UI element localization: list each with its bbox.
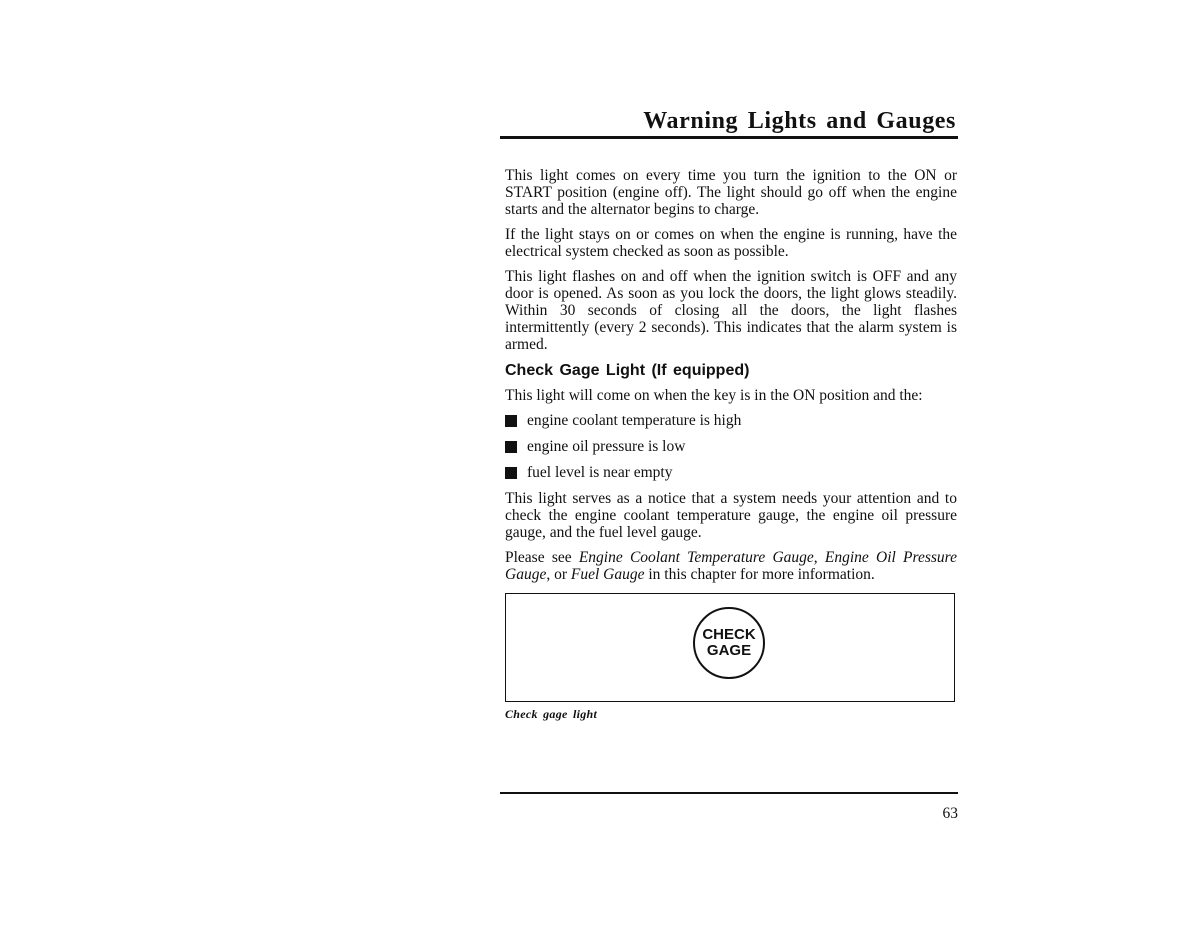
page-number: 63	[942, 805, 958, 822]
see-also-prefix: Please see	[505, 549, 579, 566]
check-gage-heading: Check Gage Light (If equipped)	[505, 362, 750, 379]
figure-frame	[505, 593, 955, 702]
figure-caption: Check gage light	[505, 707, 598, 721]
electrical-check-paragraph: If the light stays on or comes on when the engine is running, have the electrical system checked as soon as possible.	[505, 226, 957, 260]
square-bullet-icon	[505, 441, 517, 453]
reference-oil-pressure-gauge: Engine Oil Pressure Gauge	[505, 549, 958, 583]
see-also-suffix: in this chapter for more information.	[644, 566, 875, 583]
alarm-light-paragraph: This light flashes on and off when the ignition switch is OFF and any door is opened. As soon as you lock the doors, the light glows steadily. Within 30 seconds of closing all the doors, the light flashes intermittently (every 2 seconds). This indicates that the alarm system is armed.	[505, 268, 957, 353]
footer-divider	[500, 792, 958, 794]
charging-light-paragraph: This light comes on every time you turn the ignition to the ON or START position (engine off). The light should go off when the engine starts and the alternator begins to charge.	[505, 167, 957, 218]
icon-label-line1: CHECK	[702, 626, 756, 643]
list-item-text: engine coolant temperature is high	[527, 412, 742, 429]
see-also-separator: ,	[813, 549, 825, 566]
notice-paragraph: This light serves as a notice that a system needs your attention and to check the engine coolant temperature gauge, the engine oil pressure gauge, and the fuel level gauge.	[505, 490, 957, 541]
see-also-paragraph	[505, 549, 957, 583]
list-item	[505, 438, 957, 455]
reference-coolant-gauge: Engine Coolant Temperature Gauge	[578, 549, 814, 566]
icon-label-line2: GAGE	[706, 642, 752, 659]
list-item-text: engine oil pressure is low	[527, 438, 686, 455]
square-bullet-icon	[505, 467, 517, 479]
header-divider	[500, 136, 958, 139]
see-also-separator: , or	[546, 566, 571, 583]
list-item	[505, 412, 957, 429]
check-gage-circle-icon	[693, 607, 765, 679]
condition-list	[505, 412, 957, 481]
page-title: Warning Lights and Gauges	[643, 108, 956, 134]
list-item	[505, 464, 957, 481]
reference-fuel-gauge: Fuel Gauge	[570, 566, 645, 583]
main-content	[505, 167, 957, 722]
square-bullet-icon	[505, 415, 517, 427]
check-gage-intro: This light will come on when the key is in the ON position and the:	[505, 387, 923, 404]
list-item-text: fuel level is near empty	[527, 464, 673, 481]
